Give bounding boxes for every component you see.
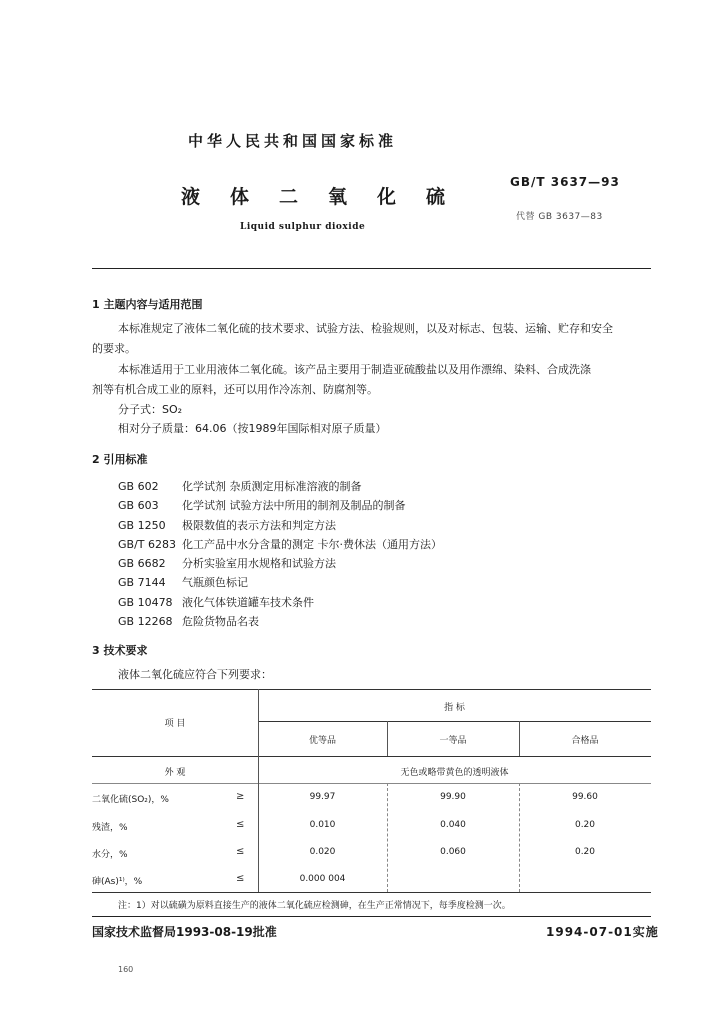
value-cell: 99.60 [572, 792, 598, 802]
reference-item [118, 478, 362, 494]
effective-date: 1994-07-01实施 [546, 925, 659, 939]
value-cell: 0.000 004 [299, 874, 346, 884]
appearance-value: 无色或略带黄色的透明液体 [400, 768, 509, 778]
replaces-standard: 代替 GB 3637—83 [516, 212, 603, 222]
reference-item [118, 574, 248, 590]
reference-code: GB 1250 [118, 519, 166, 532]
value-cell: 0.040 [440, 820, 466, 830]
reference-code: GB 602 [118, 480, 159, 493]
value-cell: 99.90 [440, 792, 466, 802]
reference-title: 化工产品中水分含量的测定 卡尔·费休法（通用方法） [182, 538, 442, 551]
reference-code: GB 12268 [118, 615, 173, 628]
section-1-heading: 1 主题内容与适用范围 [92, 298, 203, 311]
table-header-bottom-rule [92, 756, 651, 757]
reference-code: GB 10478 [118, 596, 173, 609]
reference-item [118, 613, 259, 629]
section-1-para-2-line-2: 剂等有机合成工业的原料，还可以用作冷冻剂、防腐剂等。 [92, 383, 378, 396]
reference-code: GB 7144 [118, 576, 166, 589]
comparison-symbol: ≤ [236, 819, 245, 830]
approval-date: 国家技术监督局1993-08-19批准 [92, 925, 277, 939]
reference-title: 危险货物品名表 [182, 615, 259, 628]
molecular-mass: 相对分子质量：64.06（按1989年国际相对原子质量） [118, 422, 387, 435]
grade-superior: 优等品 [308, 736, 336, 746]
reference-title: 分析实验室用水规格和试验方法 [182, 557, 336, 570]
standard-number: GB/T 3637—93 [510, 175, 620, 189]
row-label-so2: 二氧化硫(SO₂)，% [92, 795, 169, 805]
row-label-arsenic: 砷(As)¹⁾，% [92, 877, 143, 887]
reference-item [118, 536, 442, 552]
row-label-water: 水分，% [92, 850, 128, 860]
section-1-para-1-line-1: 本标准规定了液体二氧化硫的技术要求、试验方法、检验规则，以及对标志、包装、运输、贮存和安全 [118, 322, 613, 335]
reference-title: 气瓶颜色标记 [182, 576, 248, 589]
molecular-formula: 分子式：SO₂ [118, 403, 183, 416]
reference-code: GB 6682 [118, 557, 166, 570]
header-rule [92, 268, 651, 269]
section-3-intro: 液体二氧化硫应符合下列要求： [118, 668, 272, 681]
table-header-divider [258, 721, 651, 722]
value-cell: 0.20 [574, 820, 596, 830]
national-standard-title: 中华人民共和国国家标准 [188, 132, 398, 150]
document-title-english: Liquid sulphur dioxide [240, 222, 366, 232]
grade-qualified: 合格品 [571, 736, 599, 746]
value-cell: 0.010 [309, 820, 336, 830]
value-cell: 99.97 [309, 792, 336, 802]
row-label-residue: 残渣，% [92, 823, 128, 833]
document-title: 液体二氧化硫 [181, 186, 476, 208]
value-cell: 0.060 [440, 847, 466, 857]
value-cell: 0.20 [574, 847, 596, 857]
table-footnote: 注：1）对以硫磺为原料直接生产的液体二氧化硫应检测砷，在生产正常情况下，每季度检测一次。 [118, 901, 511, 911]
table-vertical-divider [258, 689, 259, 892]
reference-title: 液化气体铁道罐车技术条件 [182, 596, 314, 609]
section-1-para-2-line-1: 本标准适用于工业用液体二氧化硫。该产品主要用于制造亚硫酸盐以及用作漂绵、染料、合成洗涤 [118, 363, 591, 376]
section-2-heading: 2 引用标准 [92, 453, 148, 466]
reference-item [118, 517, 336, 533]
table-top-rule [92, 689, 651, 690]
reference-title: 化学试剂 杂质测定用标准溶液的制备 [182, 480, 362, 493]
reference-code: GB/T 6283 [118, 538, 176, 551]
page-number: 160 [118, 965, 134, 974]
grade-first: 一等品 [439, 736, 467, 746]
table-index-header: 指 标 [444, 703, 465, 713]
comparison-symbol: ≥ [236, 791, 245, 802]
reference-title: 化学试剂 试验方法中所用的制剂及制品的制备 [182, 499, 406, 512]
table-bottom-rule [92, 892, 651, 893]
comparison-symbol: ≤ [236, 873, 245, 884]
section-1-para-1-line-2: 的要求。 [92, 342, 136, 355]
table-row-divider [92, 783, 651, 784]
reference-title: 极限数值的表示方法和判定方法 [182, 519, 336, 532]
reference-code: GB 603 [118, 499, 159, 512]
reference-item [118, 497, 406, 513]
appearance-label: 外 观 [164, 768, 186, 778]
table-item-header: 项 目 [164, 719, 186, 729]
reference-item [118, 555, 336, 571]
section-3-heading: 3 技术要求 [92, 644, 148, 657]
comparison-symbol: ≤ [236, 846, 245, 857]
footer-rule [92, 916, 651, 917]
value-cell: 0.020 [309, 847, 336, 857]
reference-item [118, 594, 314, 610]
